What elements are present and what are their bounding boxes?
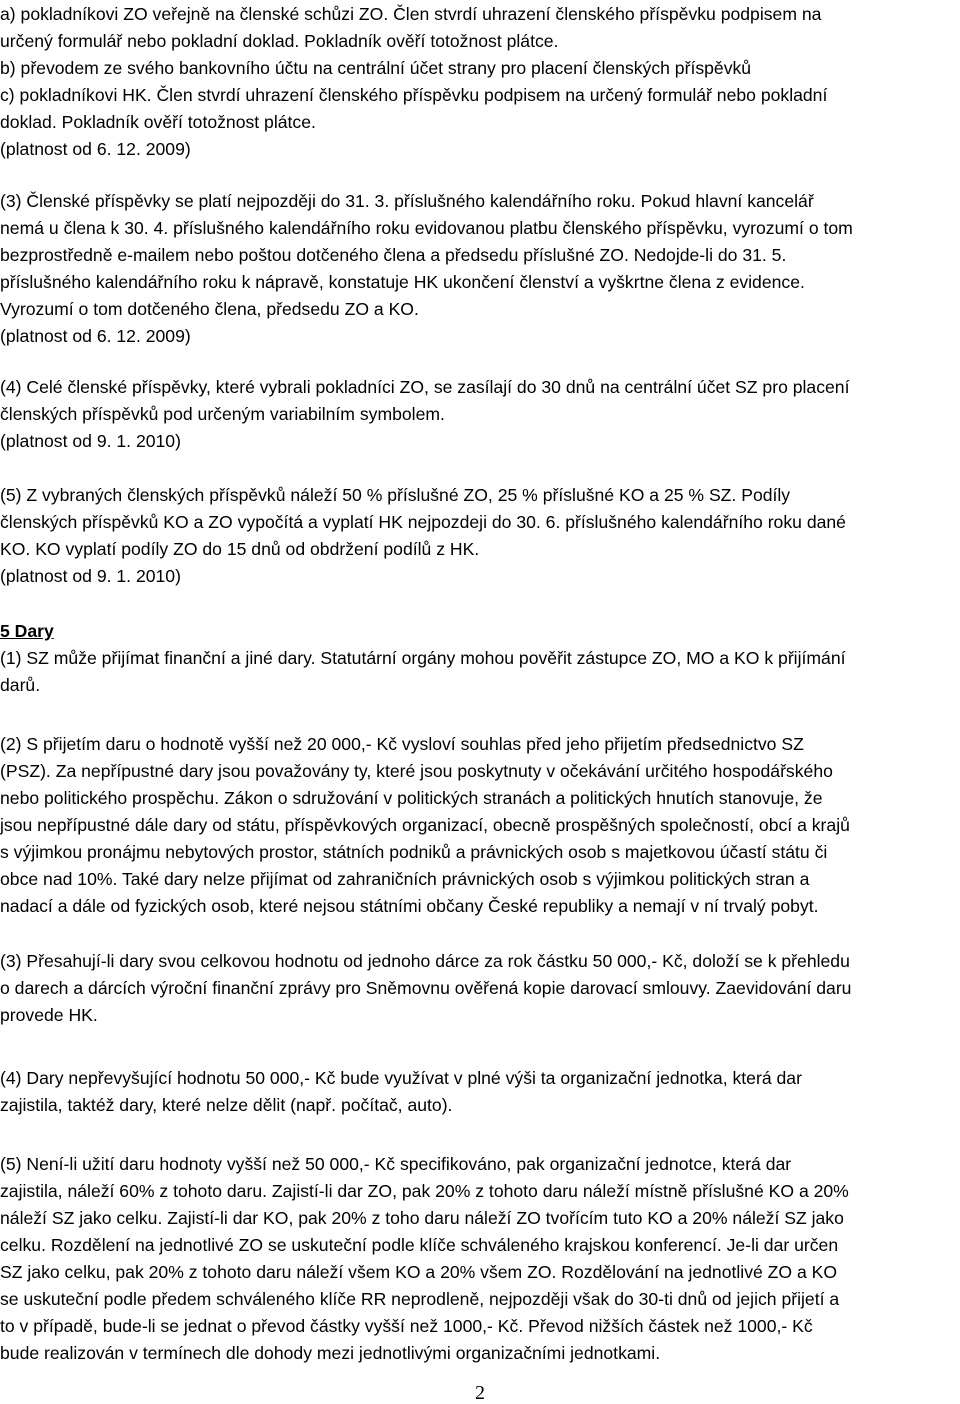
text-line: (5) Není-li užití daru hodnoty vyšší než 50 000,- Kč specifikováno, pak organizační jednotce, která dar (0, 1154, 792, 1174)
validity-note: (platnost od 6. 12. 2009) (0, 139, 191, 159)
text-line: to v případě, bude-li se jednat o převod částky vyšší než 1000,- Kč. Převod nižších částek než 1000,- Kč (0, 1316, 813, 1336)
validity-note: (platnost od 6. 12. 2009) (0, 326, 191, 346)
text-line: jsou nepřípustné dále dary od státu, příspěvkových organizací, obecně prospěšných společností, obcí a krajů (0, 815, 850, 835)
validity-note: (platnost od 9. 1. 2010) (0, 566, 181, 586)
text-line: (3) Přesahují-li dary svou celkovou hodnotu od jednoho dárce za rok částku 50 000,- Kč, doloží se k přehledu (0, 951, 850, 971)
text-line: (1) SZ může přijímat finanční a jiné dary. Statutární orgány mohou pověřit zástupce ZO, MO a KO k přijímání (0, 648, 846, 668)
text-line: nemá u člena k 30. 4. příslušného kalendářního roku evidovanou platbu členského příspěvku, vyrozumí o tom (0, 218, 853, 238)
text-line: (4) Celé členské příspěvky, které vybrali pokladníci ZO, se zasílají do 30 dnů na centrální účet SZ pro placení (0, 377, 850, 397)
text-line: (5) Z vybraných členských příspěvků náleží 50 % příslušné ZO, 25 % příslušné KO a 25 % SZ. Podíly (0, 485, 791, 505)
text-line: bude realizován v termínech dle dohody mezi jednotlivými organizačními jednotkami. (0, 1343, 661, 1363)
text-line: darů. (0, 675, 41, 695)
text-line: SZ jako celku, pak 20% z tohoto daru náleží všem KO a 20% všem ZO. Rozdělování na jednotlivé ZO a KO (0, 1262, 838, 1282)
text-line: a) pokladníkovi ZO veřejně na členské schůzi ZO. Člen stvrdí uhrazení členského příspěvku podpisem na (0, 4, 822, 24)
text-line: doklad. Pokladník ověří totožnost plátce. (0, 112, 316, 132)
text-line: se uskuteční podle předem schváleného klíče RR neprodleně, nejpozději však do 30-ti dnů od jejich přijetí a (0, 1289, 840, 1309)
text-line: c) pokladníkovi HK. Člen stvrdí uhrazení členského příspěvku podpisem na určený formulář nebo pokladní (0, 85, 828, 105)
text-line: (4) Dary nepřevyšující hodnotu 50 000,- Kč bude využívat v plné výši ta organizační jednotka, která dar (0, 1068, 802, 1088)
text-line: (PSZ). Za nepřípustné dary jsou považovány ty, které jsou poskytnuty v očekávání určitého hospodářského (0, 761, 833, 781)
text-line: (3) Členské příspěvky se platí nejpozději do 31. 3. příslušného kalendářního roku. Pokud hlavní kancelář (0, 191, 814, 211)
text-line: zajistila, náleží 60% z tohoto daru. Zajistí-li dar ZO, pak 20% z tohoto daru náleží místně příslušné KO a 20% (0, 1181, 849, 1201)
text-line: KO. KO vyplatí podíly ZO do 15 dnů od obdržení podílů z HK. (0, 539, 480, 559)
text-line: příslušného kalendářního roku k nápravě, konstatuje HK ukončení členství a vyškrtne člena z evidence. (0, 272, 805, 292)
text-line: zajistila, taktéž dary, které nelze dělit (např. počítač, auto). (0, 1095, 453, 1115)
text-line: Vyrozumí o tom dotčeného člena, předsedu ZO a KO. (0, 299, 419, 319)
text-line: celku. Rozdělení na jednotlivé ZO se uskuteční podle klíče schváleného krajskou konferencí. Je-li dar určen (0, 1235, 839, 1255)
text-line: nadací a dále od fyzických osob, které nejsou státními občany České republiky a nemají v ní trvalý pobyt. (0, 896, 819, 916)
text-line: (2) S přijetím daru o hodnotě vyšší než 20 000,- Kč vysloví souhlas před jeho přijetím předsednictvo SZ (0, 734, 804, 754)
text-line: nebo politického prospěchu. Zákon o sdružování v politických stranách a politických hnutích stanovuje, že (0, 788, 823, 808)
text-line: členských příspěvků KO a ZO vypočítá a vyplatí HK nejpozdeji do 30. 6. příslušného kalendářního roku dané (0, 512, 846, 532)
section-heading: 5 Dary (0, 621, 54, 641)
text-line: bezprostředně e-mailem nebo poštou dotčeného člena a předsedu příslušné ZO. Nedojde-li do 31. 5. (0, 245, 787, 265)
text-line: náleží SZ jako celku. Zajistí-li dar KO, pak 20% z toho daru náleží ZO tvořícím tuto KO a 20% náleží SZ jako (0, 1208, 844, 1228)
text-line: o darech a dárcích výroční finanční zprávy pro Sněmovnu ověřená kopie darovací smlouvy. Zaevidování daru (0, 978, 852, 998)
text-line: obce nad 10%. Také dary nelze přijímat od zahraničních právnických osob s výjimkou politických stran a (0, 869, 810, 889)
text-line: b) převodem ze svého bankovního účtu na centrální účet strany pro placení členských příspěvků (0, 58, 752, 78)
text-line: členských příspěvků pod určeným variabilním symbolem. (0, 404, 445, 424)
validity-note: (platnost od 9. 1. 2010) (0, 431, 181, 451)
text-line: určený formulář nebo pokladní doklad. Pokladník ověří totožnost plátce. (0, 31, 559, 51)
page-number: 2 (475, 1382, 485, 1404)
text-line: s výjimkou pronájmu nebytových prostor, státních podniků a právnických osob s majetkovou účastí státu či (0, 842, 828, 862)
text-line: provede HK. (0, 1005, 98, 1025)
